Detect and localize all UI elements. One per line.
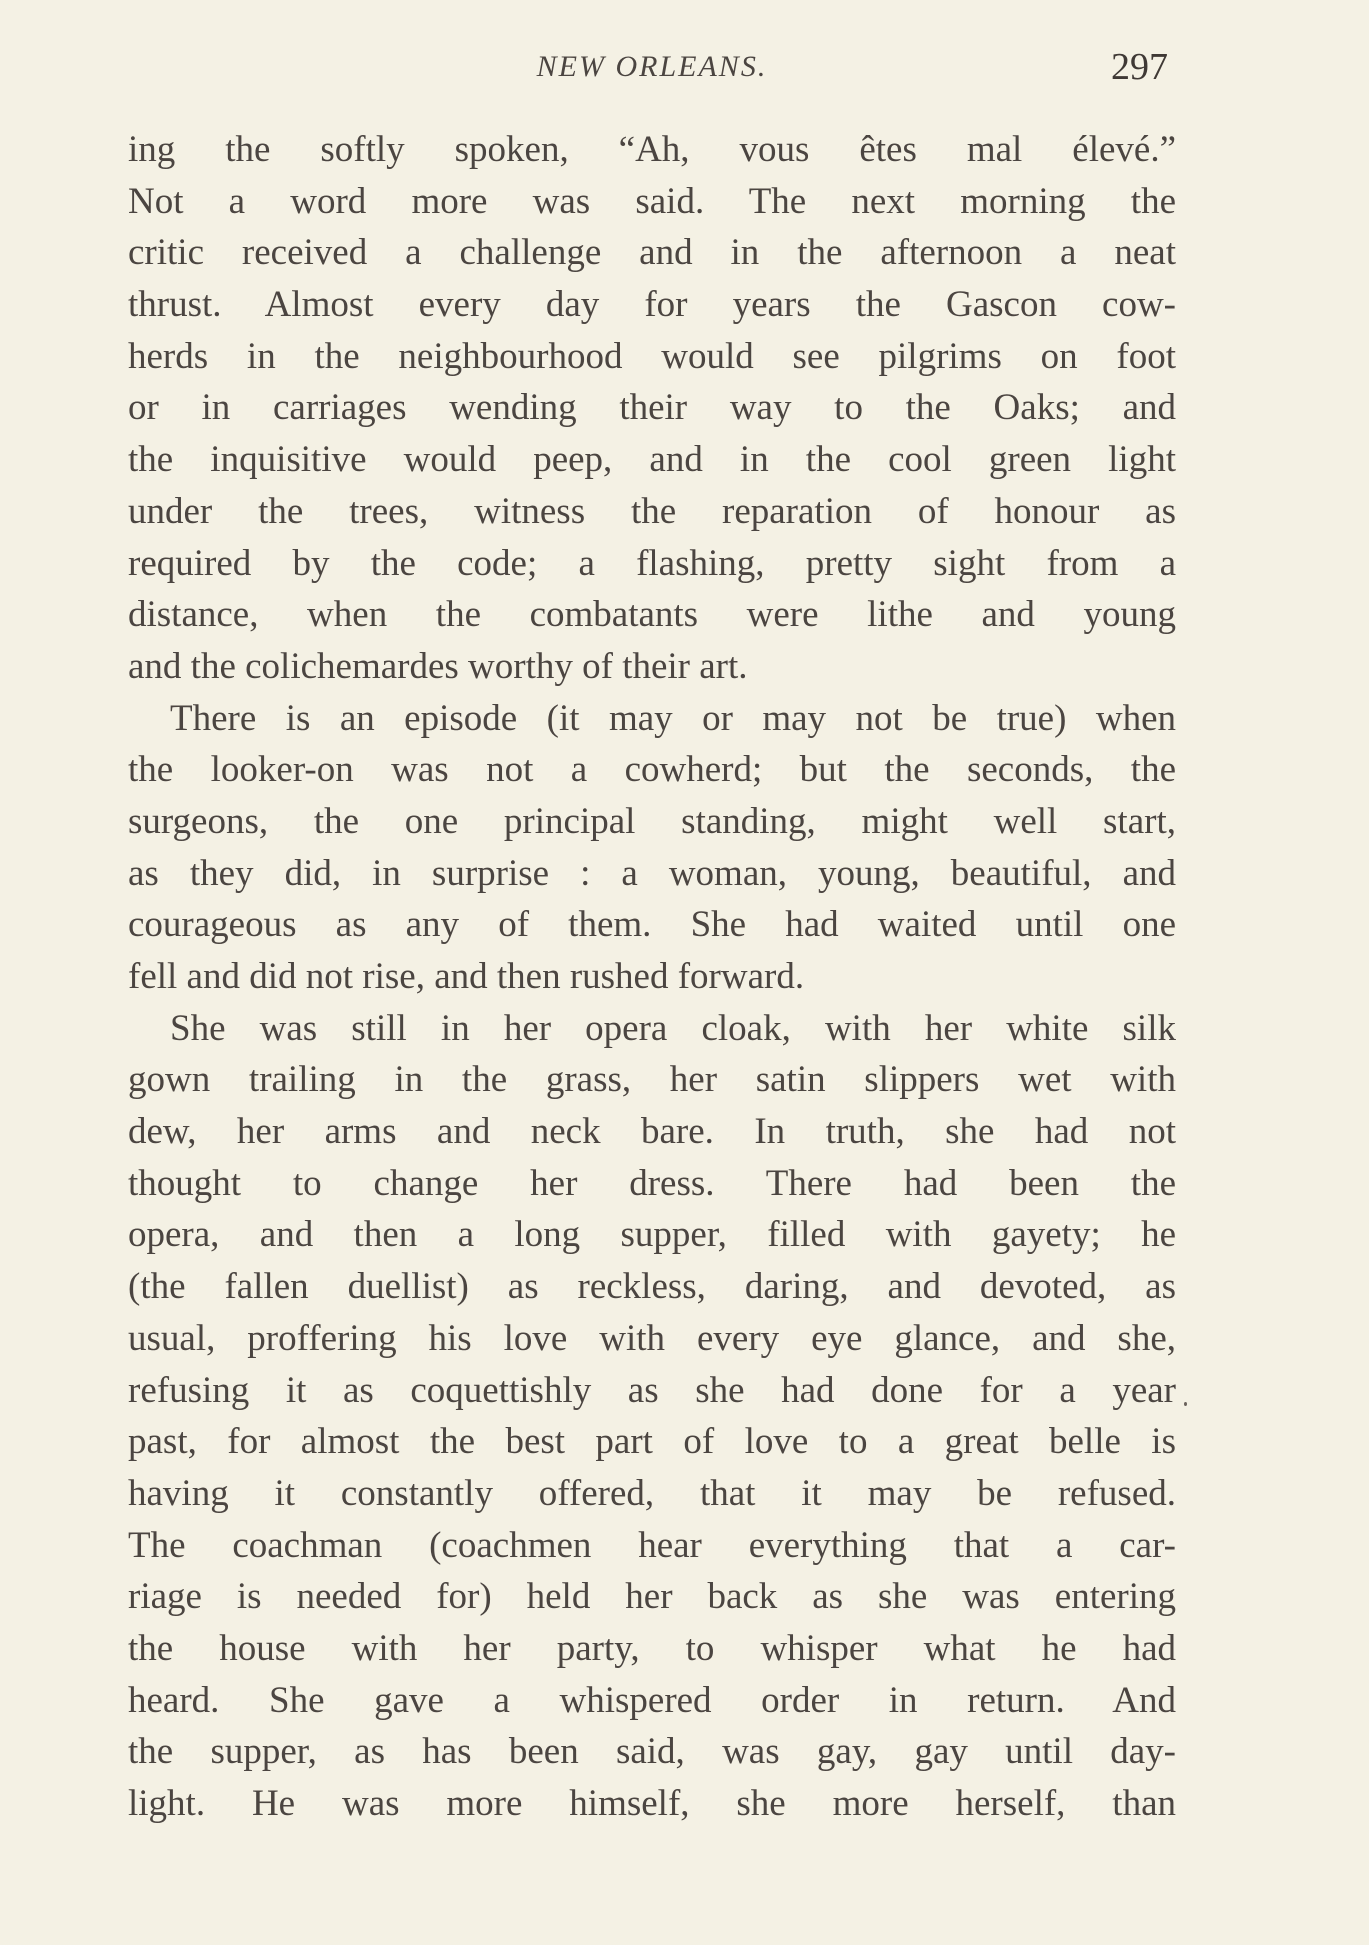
text-line: She was still in her opera cloak, with her white silk <box>170 1007 1176 1049</box>
text-line: the house with her party, to whisper what he had <box>128 1627 1176 1669</box>
text-line: required by the code; a flashing, pretty sight from a <box>128 542 1176 584</box>
body-text <box>128 124 1176 1830</box>
text-line: gown trailing in the grass, her satin slippers wet with <box>128 1059 1176 1101</box>
running-head-title: NEW ORLEANS. <box>536 50 768 83</box>
text-line: the looker-on was not a cowherd; but the seconds, the <box>128 749 1176 791</box>
text-line: Not a word more was said. The next morning the <box>128 180 1176 222</box>
running-head <box>128 44 1176 90</box>
text-line: refusing it as coquettishly as she had done for a year <box>128 1369 1176 1411</box>
text-line: opera, and then a long supper, filled with gayety; he <box>128 1214 1176 1256</box>
text-line: having it constantly offered, that it may be refused. <box>128 1472 1176 1514</box>
text-line: fell and did not rise, and then rushed forward. <box>128 956 805 997</box>
text-line: the inquisitive would peep, and in the cool green light <box>128 439 1176 481</box>
text-line: dew, her arms and neck bare. In truth, she had not <box>128 1111 1176 1153</box>
text-line: herds in the neighbourhood would see pilgrims on foot <box>128 335 1176 377</box>
text-line: ing the softly spoken, “Ah, vous êtes mal élevé.” <box>128 129 1176 170</box>
text-line: There is an episode (it may or may not be true) when <box>170 697 1176 739</box>
text-line: as they did, in surprise : a woman, young, beautiful, and <box>128 852 1176 894</box>
text-line: and the colichemardes worthy of their art. <box>128 645 748 687</box>
text-line: courageous as any of them. She had waited until one <box>128 904 1176 946</box>
paper-speck <box>1184 1402 1187 1406</box>
page-number: 297 <box>1111 46 1168 88</box>
text-line: riage is needed for) held her back as she was entering <box>128 1576 1176 1618</box>
text-line: thrust. Almost every day for years the Gascon cow- <box>128 284 1176 326</box>
text-line: critic received a challenge and in the afternoon a neat <box>128 232 1176 274</box>
text-line: past, for almost the best part of love to a great belle is <box>128 1421 1176 1463</box>
text-line: heard. She gave a whispered order in return. And <box>128 1679 1176 1721</box>
text-line: distance, when the combatants were lithe and young <box>128 594 1176 636</box>
text-line: The coachman (coachmen hear everything that a car- <box>128 1524 1176 1566</box>
text-line: or in carriages wending their way to the Oaks; and <box>128 387 1176 429</box>
text-line: (the fallen duellist) as reckless, daring, and devoted, as <box>128 1266 1176 1308</box>
text-line: the supper, as has been said, was gay, gay until day- <box>128 1731 1176 1773</box>
text-line: under the trees, witness the reparation of honour as <box>128 490 1176 532</box>
text-line: thought to change her dress. There had been the <box>128 1162 1176 1204</box>
text-line: light. He was more himself, she more herself, than <box>128 1783 1176 1824</box>
text-line: usual, proffering his love with every eye glance, and she, <box>128 1317 1176 1359</box>
text-line: surgeons, the one principal standing, might well start, <box>128 800 1176 842</box>
